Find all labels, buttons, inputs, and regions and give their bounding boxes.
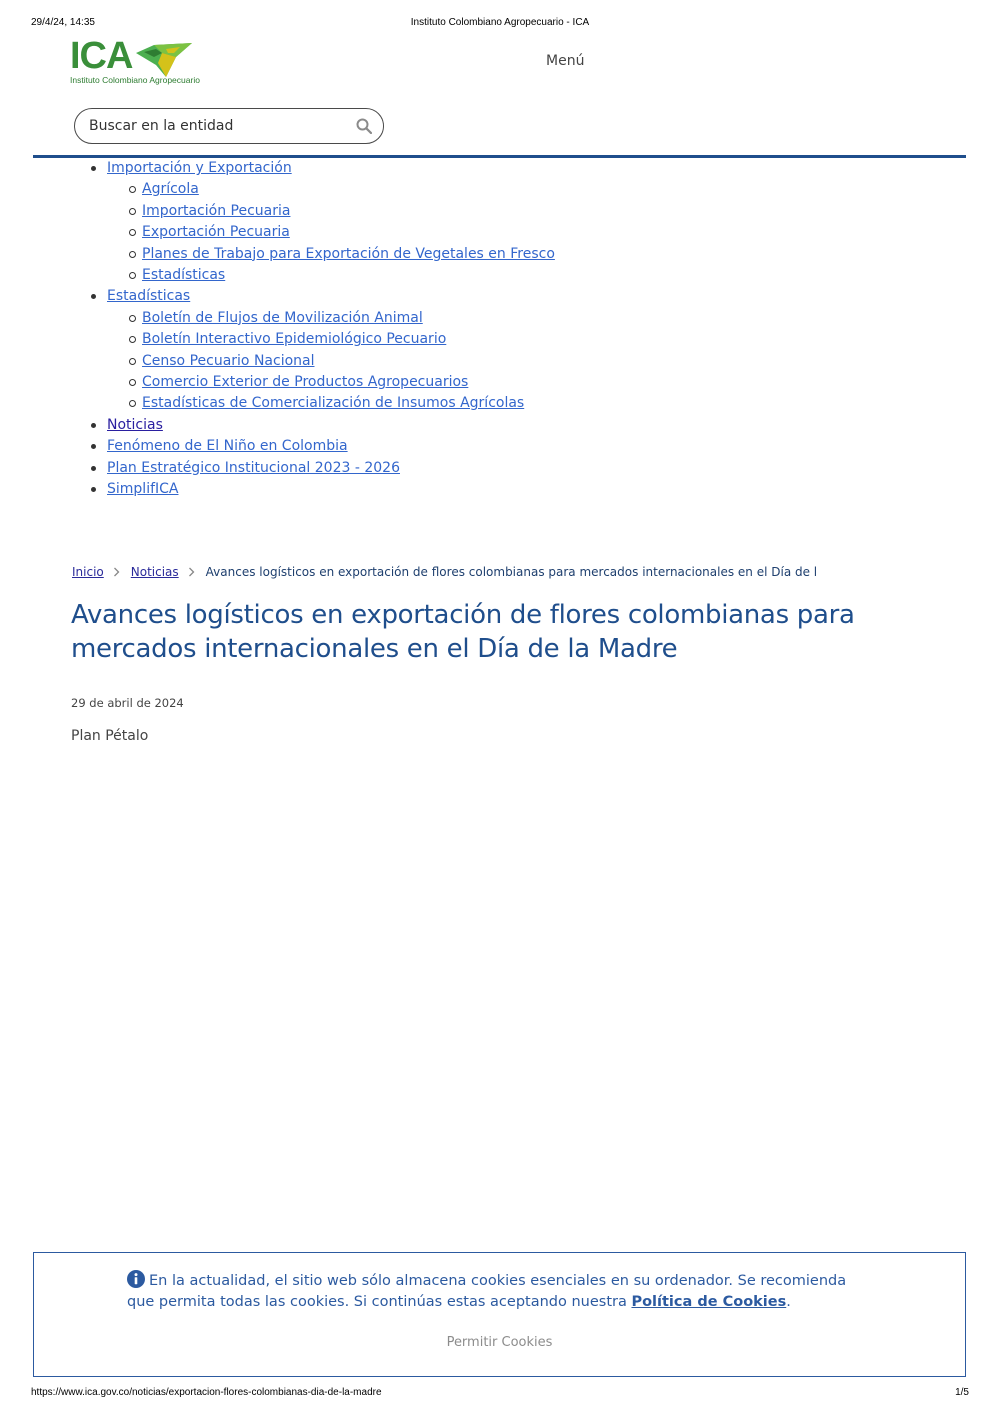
- nav-link-importacion-pecuaria[interactable]: Importación Pecuaria: [142, 202, 291, 219]
- nav-link-boletin-flujos[interactable]: Boletín de Flujos de Movilización Animal: [142, 309, 423, 326]
- allow-cookies-button[interactable]: Permitir Cookies: [34, 1335, 965, 1350]
- breadcrumb-home-link[interactable]: Inicio: [72, 565, 104, 579]
- cookie-message-text: En la actualidad, el sitio web sólo almacena cookies esenciales en su ordenador. Se recomienda que permita todas las cookies. Si continúas estas aceptando nuestra: [127, 1273, 847, 1310]
- breadcrumb: [72, 565, 817, 579]
- logo-letters: ICA: [70, 35, 133, 77]
- ica-logo[interactable]: [70, 35, 200, 89]
- logo-subtitle: Instituto Colombiano Agropecuario: [70, 75, 200, 85]
- menu-button[interactable]: Menú: [546, 53, 585, 69]
- print-header: [0, 17, 1000, 31]
- nav-subitem: [107, 265, 555, 286]
- logo-flag-icon: [136, 43, 192, 77]
- chevron-right-icon: [188, 567, 195, 577]
- nav-subitem: [107, 201, 555, 222]
- nav-item: [90, 458, 555, 479]
- nav-link-importacion-exportacion[interactable]: Importación y Exportación: [107, 160, 292, 176]
- breadcrumb-current: Avances logísticos en exportación de flores colombianas para mercados internacionales en el Día de l: [205, 565, 818, 579]
- print-datetime: 29/4/24, 14:35: [31, 17, 95, 28]
- article-subtitle: Plan Pétalo: [71, 728, 149, 744]
- nav-subitem: [107, 222, 555, 243]
- nav-item: [90, 158, 555, 286]
- nav-subitem: [107, 372, 555, 393]
- search-input[interactable]: [89, 116, 349, 136]
- search-bar[interactable]: [74, 108, 384, 144]
- nav-subitem: [107, 329, 555, 350]
- nav-subitem: [107, 393, 555, 414]
- publication-date: 29 de abril de 2024: [71, 696, 184, 710]
- cookie-message: [127, 1270, 867, 1313]
- nav-link-boletin-epidemiologico[interactable]: Boletín Interactivo Epidemiológico Pecuario: [142, 331, 447, 348]
- search-icon[interactable]: [356, 118, 372, 134]
- nav-link-simplifica[interactable]: SimplifICA: [107, 481, 179, 498]
- nav-link-estadisticas[interactable]: Estadísticas: [107, 288, 191, 305]
- breadcrumb-section-link[interactable]: Noticias: [130, 565, 179, 579]
- nav-link-exportacion-pecuaria[interactable]: Exportación Pecuaria: [142, 224, 290, 241]
- nav-link-planes-trabajo[interactable]: Planes de Trabajo para Exportación de Vegetales en Fresco: [142, 245, 555, 262]
- cookie-banner: [33, 1252, 966, 1377]
- nav-link-agricola[interactable]: Agrícola: [142, 181, 199, 198]
- nav-subitem: [107, 308, 555, 329]
- print-footer: [0, 1387, 1000, 1401]
- cookie-message-suffix: .: [786, 1294, 791, 1310]
- nav-link-plan-estrategico[interactable]: Plan Estratégico Institucional 2023 - 2026: [107, 459, 400, 476]
- print-page-title: Instituto Colombiano Agropecuario - ICA: [410, 17, 590, 28]
- page-title: Avances logísticos en exportación de flores colombianas para mercados internacionales en el Día de la Madre: [71, 600, 855, 664]
- nav-subitem: [107, 179, 555, 200]
- print-page-number: 1/5: [955, 1387, 969, 1398]
- nav-link-fenomeno-nino[interactable]: Fenómeno de El Niño en Colombia: [107, 438, 348, 455]
- info-icon: [127, 1270, 145, 1288]
- nav-item: [90, 436, 555, 457]
- nav-link-comercializacion-insumos[interactable]: Estadísticas de Comercialización de Insumos Agrícolas: [142, 395, 525, 412]
- nav-item: [90, 479, 555, 500]
- nav-link-censo-pecuario[interactable]: Censo Pecuario Nacional: [142, 352, 315, 369]
- nav-item: [90, 286, 555, 414]
- nav-subitem: [107, 244, 555, 265]
- cookie-policy-link[interactable]: Política de Cookies: [631, 1294, 787, 1310]
- nav-subitem: [107, 351, 555, 372]
- chevron-right-icon: [113, 567, 120, 577]
- nav-link-estadisticas-importacion[interactable]: Estadísticas: [142, 267, 226, 284]
- nav-link-comercio-exterior[interactable]: Comercio Exterior de Productos Agropecuarios: [142, 374, 469, 391]
- nav-item: [90, 415, 555, 436]
- nav-link-noticias[interactable]: Noticias: [107, 416, 163, 433]
- print-url: https://www.ica.gov.co/noticias/exportacion-flores-colombianas-dia-de-la-madre: [31, 1387, 382, 1398]
- site-navigation: [90, 158, 555, 501]
